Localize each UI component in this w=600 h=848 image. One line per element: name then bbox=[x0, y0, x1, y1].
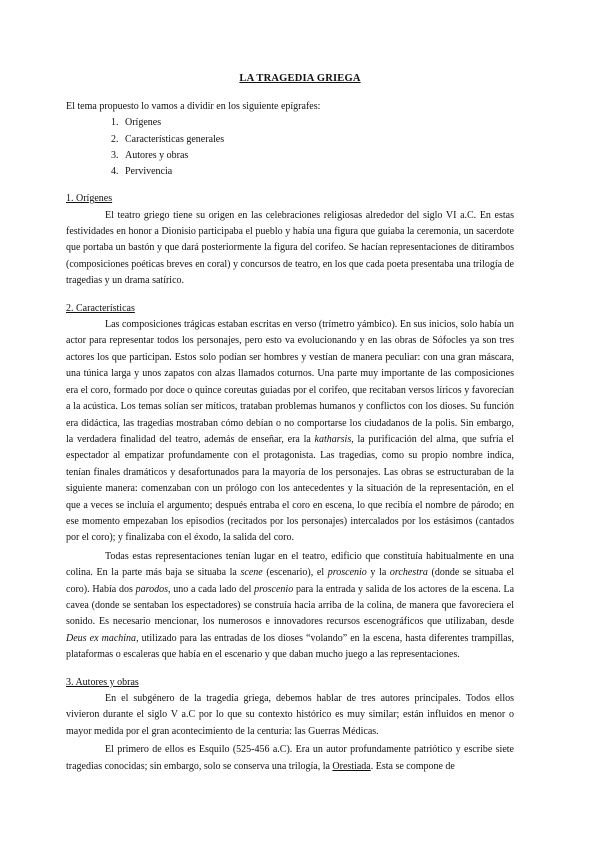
section-heading-characteristics: 2. Características bbox=[66, 302, 135, 314]
section-heading-origins: 1. Orígenes bbox=[66, 193, 113, 205]
characteristics-paragraph-1: Las composiciones trágicas estaban escritas en verso (trímetro yámbico). En sus inicios, solo había un actor para representar todos los personajes, pero esto va evolucionando y en las obras de Sófocles ya son tres actores los que participan. Estos solo podían ser hombres y vestían de manera peculiar: con una gran máscara, una túnica larga y unos zapatos con alzas llamados coturnos. Una parte muy importante de las composiciones era el coro, formado por doce o quince coreutas guiadas por el corifeo, que recitaban versos líricos y favorecían a la acústica. Los temas solían ser míticos, trataban problemas humanos y conflictos con los dioses. Su función era didáctica, las tragedias mostraban cómo debían o no comportarse los ciudadanos de la polis. Sin embargo, la verdadera finalidad del teatro, además de enseñar, era la katharsis, la purificación del alma, que sufría el espectador al empatizar profundamente con el protagonista. Las tragedias, como su propio nombre indica, tenían finales dramáticos y desafortunados para la mayoría de los personajes. Las obras se estructuraban de la siguiente manera: comenzaban con un prólogo con los antecedentes y la situación de la representación, en el que a veces se incluía el argumento; después entraba el coro en escena, lo que recibía el nombre de párodo; en ese momento empezaban los episodios (recitados por los personajes) intercalados por los estásimos (cantados por el coro); y finalizaba con el éxodo, la salida del coro. bbox=[66, 319, 514, 544]
outline-item: 4. Pervivencia bbox=[121, 164, 514, 180]
katharsis-term: katharsis bbox=[314, 433, 352, 445]
proscenio-term: proscenio bbox=[254, 583, 294, 595]
origins-paragraph: El teatro griego tiene su origen en las celebraciones religiosas alrededor del siglo VI a.C. En estas festividades en honor a Dionisio participaba el pueblo y había una figura que guiaba la ceremonia, un sacerdote que portaba un bastón y que dará posteriormente la figura del corifeo. Se hacían representaciones de ditirambos (composiciones poéticas breves en coral) y concursos de teatro, en los que cada poeta presentaba una trilogía de tragedias y un drama satírico. bbox=[66, 209, 514, 287]
intro-paragraph: El tema propuesto lo vamos a dividir en los siguiente epígrafes: bbox=[66, 101, 321, 112]
outline-item: 2. Características generales bbox=[121, 132, 514, 148]
authors-paragraph-2: El primero de ellos es Esquilo (525-456 a.C). Era un autor profundamente patriótico y escribe siete tragedias conocidas; sin embargo, solo se conserva una trilogía, la Orestiada. Esta se compone de bbox=[66, 744, 514, 772]
orchestra-term: orchestra bbox=[389, 567, 428, 579]
orestiada-title: Orestiada bbox=[332, 760, 371, 772]
scene-term: scene bbox=[240, 567, 263, 579]
deus-ex-machina-term: Deus ex machina bbox=[66, 632, 137, 644]
authors-paragraph-1: En el subgénero de la tragedia griega, debemos hablar de tres autores principales. Todos ellos vivieron durante el siglo V a.C por lo que su contexto histórico es muy similar; están influidos en menor o mayor medida por el gran acontecimiento de la centuria: las Guerras Médicas. bbox=[66, 693, 514, 737]
parodos-term: parodos bbox=[135, 583, 169, 595]
section-heading-authors: 3. Autores y obras bbox=[66, 676, 139, 688]
document-body bbox=[66, 99, 514, 775]
outline-item: 3. Autores y obras bbox=[121, 148, 514, 164]
outline-item: 1. Orígenes bbox=[121, 115, 514, 131]
outline-list bbox=[66, 115, 514, 180]
characteristics-paragraph-2: Todas estas representaciones tenían lugar en el teatro, edificio que constituía habitualmente en una colina. En la parte más baja se situaba la scene (escenario), el proscenio y la orchestra (donde se situaba el coro). Había dos parodos, uno a cada lado del proscenio para la entrada y salida de los actores de la escena. La cavea (donde se sentaban los espectadores) se construía hacia arriba de la colina, de manera que favoreciera el sonido. Es necesario mencionar, los numerosos e innovadores recursos escenográficos que utilizaban, desde Deus ex machina, utilizado para las entradas de los dioses “volando” en la escena, hasta diferentes trampillas, plataformas o escaleras que había en el escenario y que daban mucho juego a las representaciones. bbox=[66, 550, 515, 661]
page-title: LA TRAGEDIA GRIEGA bbox=[239, 73, 361, 84]
proscenio-term: proscenio bbox=[327, 567, 367, 579]
